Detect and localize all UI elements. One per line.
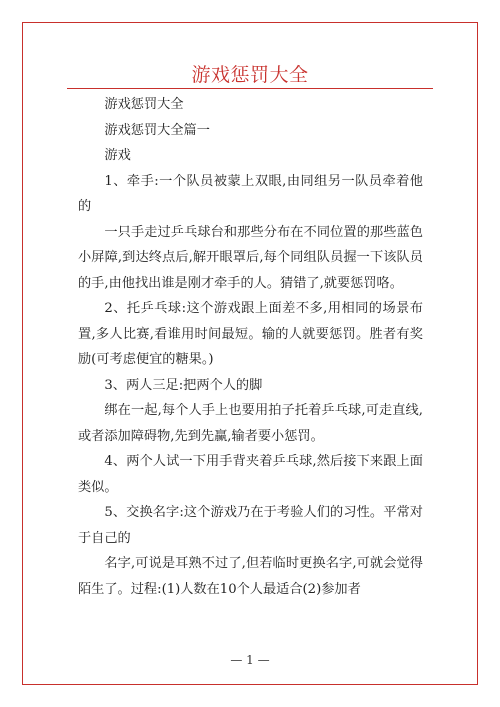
paragraph: 绑在一起,每个人手上也要用拍子托着乒乓球,可走直线,或者添加障碍物,先到先赢,输者要小惩罚。 (78, 403, 423, 444)
paragraph: 4、两个人试一下用手背夹着乒乓球,然后接下来跟上面类似。 (78, 454, 423, 495)
paragraph: 名字,可说是耳熟不过了,但若临时更换名字,可就会觉得陌生了。过程:(1)人数在10个人最适合(2)参加者 (78, 556, 423, 597)
paragraph: 一只手走过乒乓球台和那些分布在不同位置的那些蓝色小屏障,到达终点后,解开眼罩后,每个同组队员握一下该队员的手,由他找出谁是刚才牵手的人。猜错了,就要惩罚咯。 (78, 224, 423, 291)
paragraph: 游戏 (104, 148, 131, 163)
document-title: 游戏惩罚大全 (191, 64, 309, 86)
page-number: — 1 — (230, 653, 270, 667)
paragraph: 3、两人三足:把两个人的脚 (104, 377, 263, 393)
paragraph: 1、牵手:一个队员被蒙上双眼,由同组另一队员牵着他的 (78, 173, 423, 214)
paragraph: 5、交换名字:这个游戏乃在于考验人们的习性。平常对于自己的 (78, 505, 423, 546)
paragraph: 游戏惩罚大全篇一 (104, 122, 210, 138)
document-body (78, 92, 423, 602)
paragraph: 2、托乒乓球:这个游戏跟上面差不多,用相同的场景布置,多人比赛,看谁用时间最短。输的人就要惩罚。胜者有奖励(可考虑便宜的糖果。) (78, 301, 423, 367)
title-underline (67, 88, 433, 89)
paragraph: 游戏惩罚大全 (104, 97, 184, 112)
